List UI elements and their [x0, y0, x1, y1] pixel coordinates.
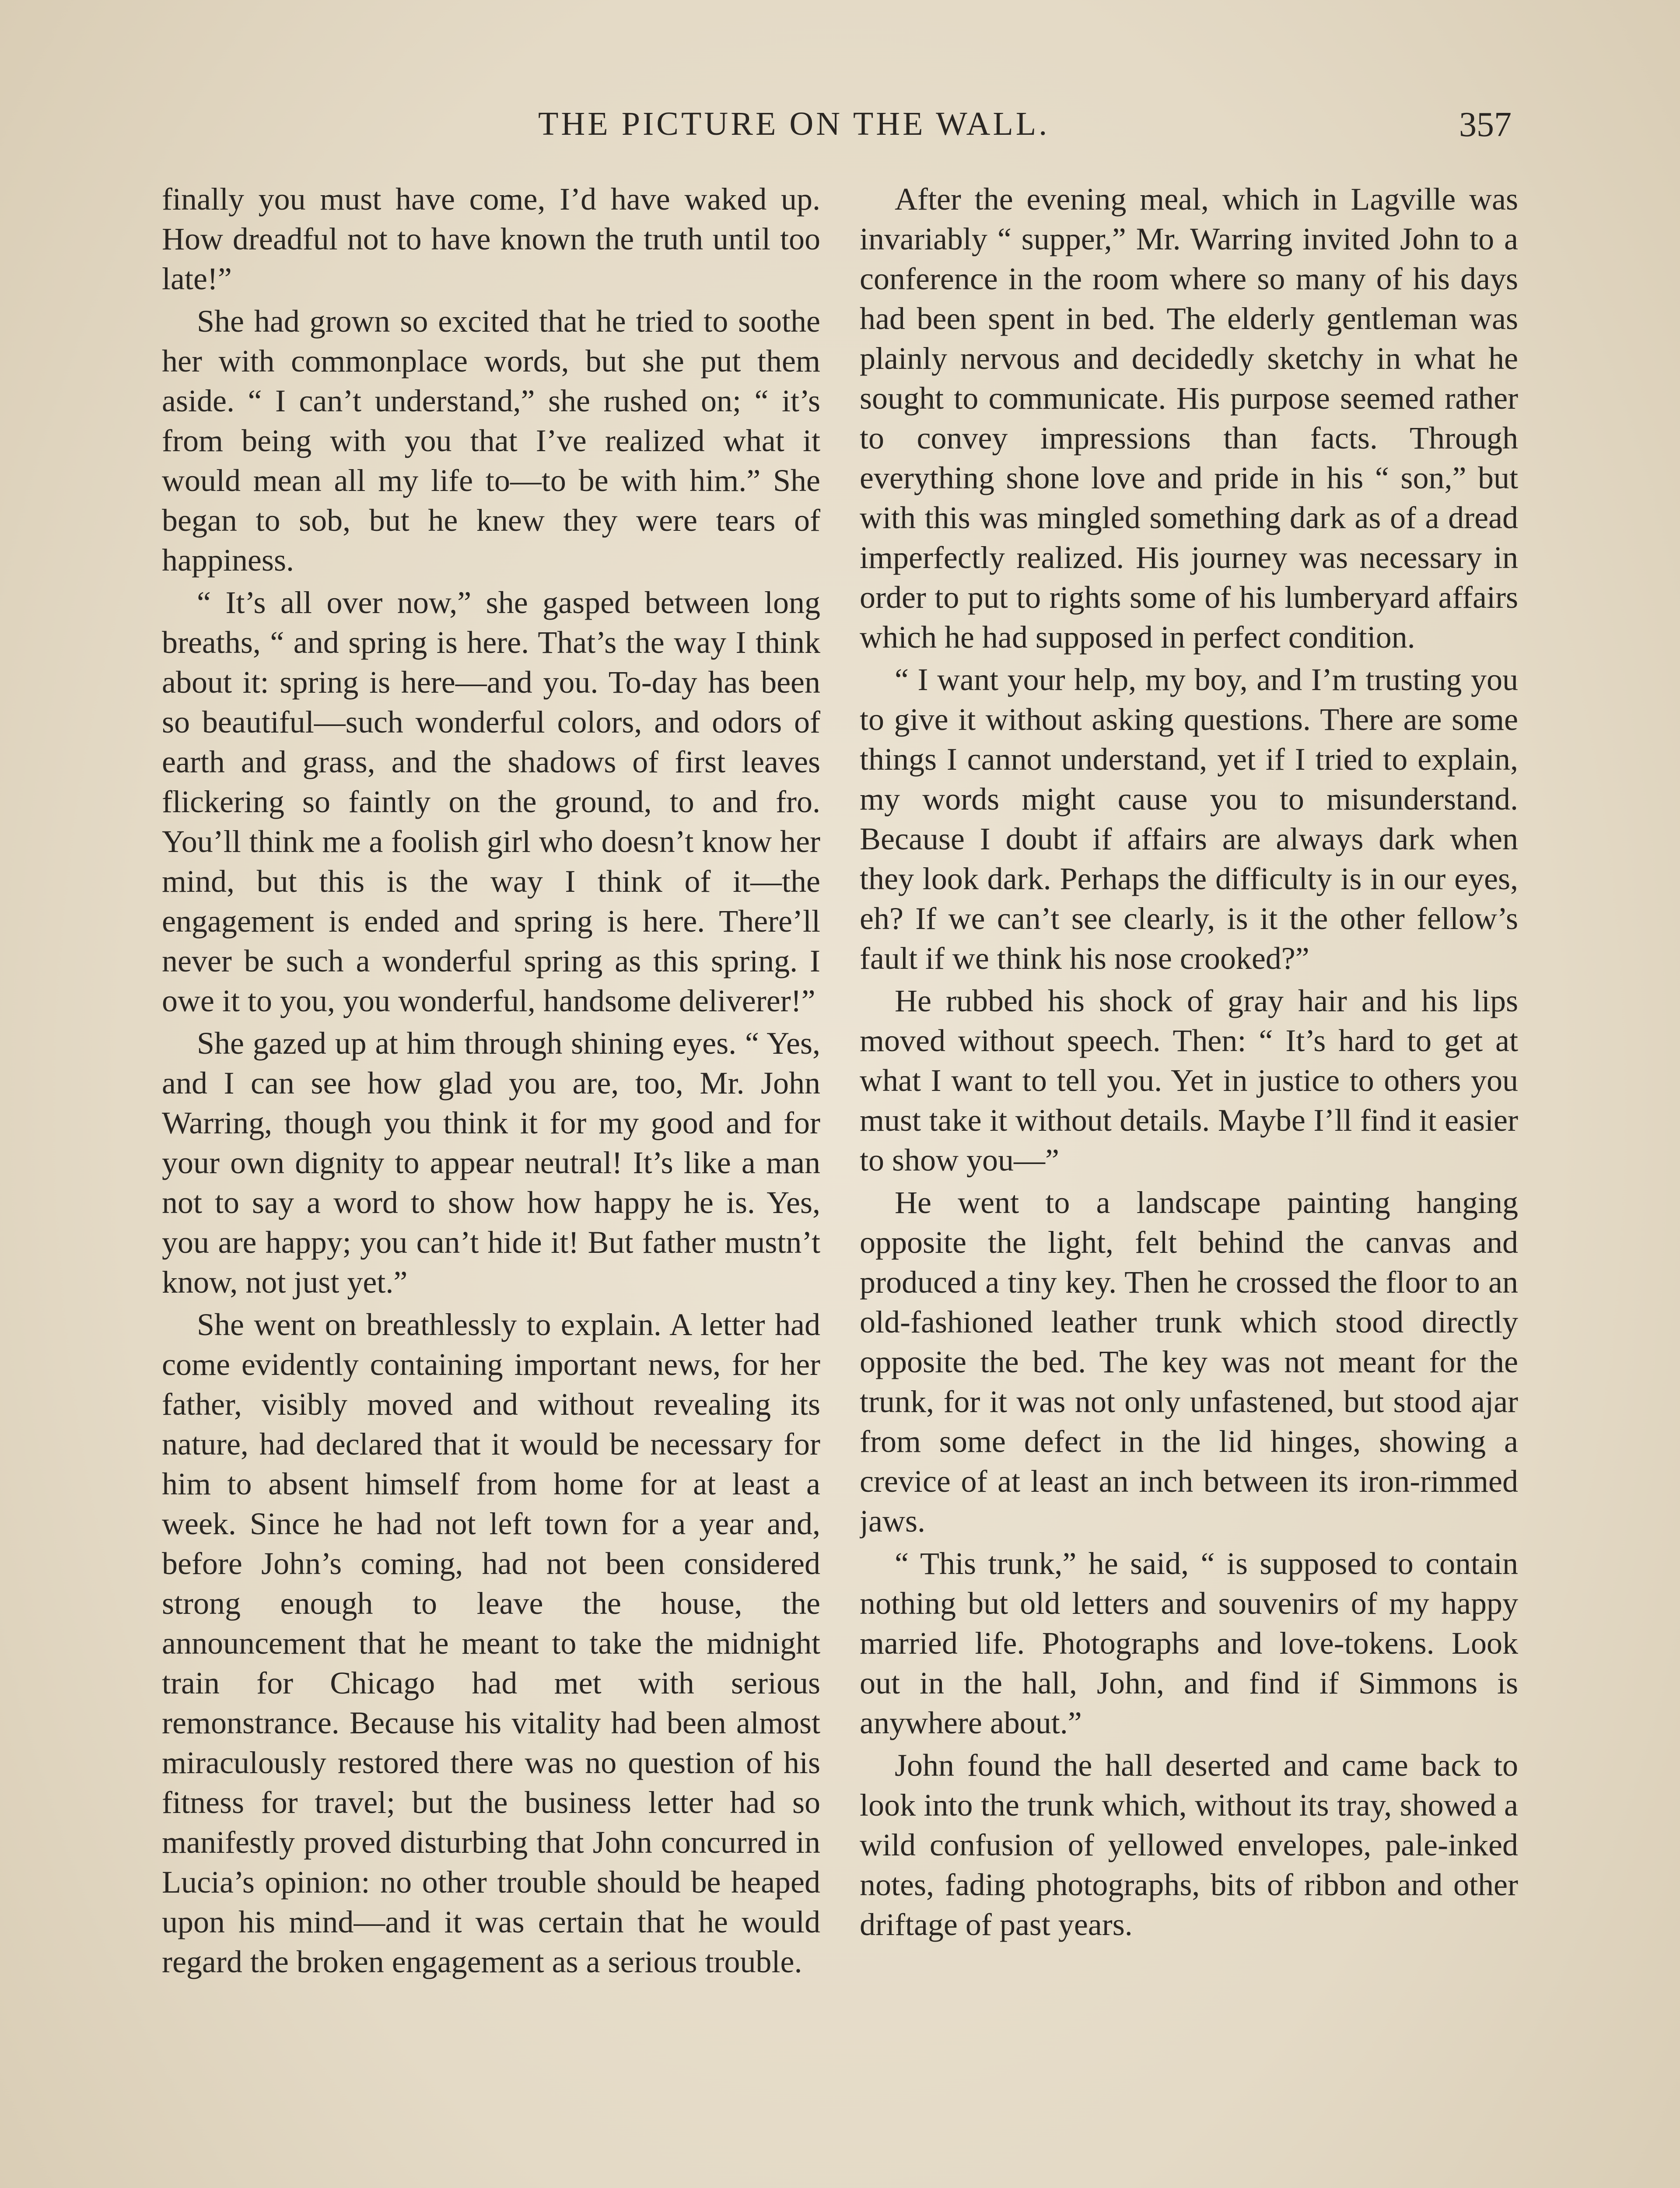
paragraph: She went on breathlessly to explain. A letter had come evidently containing important news, for her father, visibly moved and without revealing its nature, had declared that it would be necessary for him to absent himself from home for at least a week. Since he had not left town for a year and, before John’s coming, had not been considered strong enough to leave the house, the announcement that he meant to take the midnight train for Chicago had met with serious remonstrance. Because his vitality had been almost miraculously restored there was no question of his fitness for travel; but the business letter had so manifestly proved disturbing that John concurred in Lucia’s opinion: no other trouble should be heaped upon his mind—and it was certain that he would regard the broken engagement as a serious trouble. [162, 1307, 820, 1979]
paragraph: He went to a landscape painting hanging opposite the light, felt behind the canvas and produced a tiny key. Then he crossed the floor to an old-fashioned leather trunk which stood directly opposite the bed. The key was not meant for the trunk, for it was not only unfastened, but stood ajar from some defect in the lid hinges, showing a crevice of at least an inch between its iron-rimmed jaws. [860, 1185, 1518, 1539]
paragraph: She gazed up at him through shining eyes. “ Yes, and I can see how glad you are, too, Mr. John Warring, though you think it for my good and for your own dignity to appear neutral! It’s like a man not to say a word to show how happy he is. Yes, you are happy; you can’t hide it! But father mustn’t know, not just yet.” [162, 1026, 820, 1300]
paragraph: “ It’s all over now,” she gasped between long breaths, “ and spring is here. That’s the way I think about it: spring is here—and you. To-day has been so beautiful—such wonderful colors, and odors of earth and grass, and the shadows of first leaves flickering so faintly on the ground, to and fro. You’ll think me a foolish girl who doesn’t know her mind, but this is the way I think of it—the engagement is ended and spring is here. There’ll never be such a wonderful spring as this spring. I owe it to you, you wonderful, handsome deliverer!” [162, 585, 820, 1018]
paragraph: John found the hall deserted and came back to look into the trunk which, without its tray, showed a wild confusion of yellowed envelopes, pale-inked notes, fading photographs, bits of ribbon and other driftage of past years. [860, 1748, 1518, 1942]
running-title: THE PICTURE ON THE WALL. [538, 105, 1050, 142]
paragraph: finally you must have come, I’d have waked up. How dreadful not to have known the truth until too late!” [162, 182, 820, 296]
paragraph: She had grown so excited that he tried to soothe her with commonplace words, but she put them aside. “ I can’t understand,” she rushed on; “ it’s from being with you that I’ve realized what it would mean all my life to—to be with him.” She began to sob, but he knew they were tears of happiness. [162, 304, 820, 578]
text-column-right [860, 179, 1518, 2188]
paragraph: After the evening meal, which in Lagville was invariably “ supper,” Mr. Warring invited John to a conference in the room where so many of his days had been spent in bed. The elderly gentleman was plainly nervous and decidedly sketchy in what he sought to communicate. His purpose seemed rather to convey impressions than facts. Through everything shone love and pride in his “ son,” but with this was mingled something dark as of a dread imperfectly realized. His journey was necessary in order to put to rights some of his lumberyard affairs which he had supposed in perfect condition. [860, 182, 1518, 655]
paragraph: “ This trunk,” he said, “ is supposed to contain nothing but old letters and souvenirs of my happy married life. Photographs and love-tokens. Look out in the hall, John, and find if Simmons is anywhere about.” [860, 1546, 1518, 1740]
text-column-left [162, 179, 820, 2188]
paragraph: “ I want your help, my boy, and I’m trusting you to give it without asking questions. There are some things I cannot understand, yet if I tried to explain, my words might cause you to misunderstand. Because I doubt if affairs are always dark when they look dark. Perhaps the difficulty is in our eyes, eh? If we can’t see clearly, is it the other fellow’s fault if we think his nose crooked?” [860, 662, 1518, 976]
paragraph: He rubbed his shock of gray hair and his lips moved without speech. Then: “ It’s hard to get at what I want to tell you. Yet in justice to others you must take it without details. Maybe I’ll find it easier to show you—” [860, 983, 1518, 1178]
page-number: 357 [1459, 105, 1512, 144]
